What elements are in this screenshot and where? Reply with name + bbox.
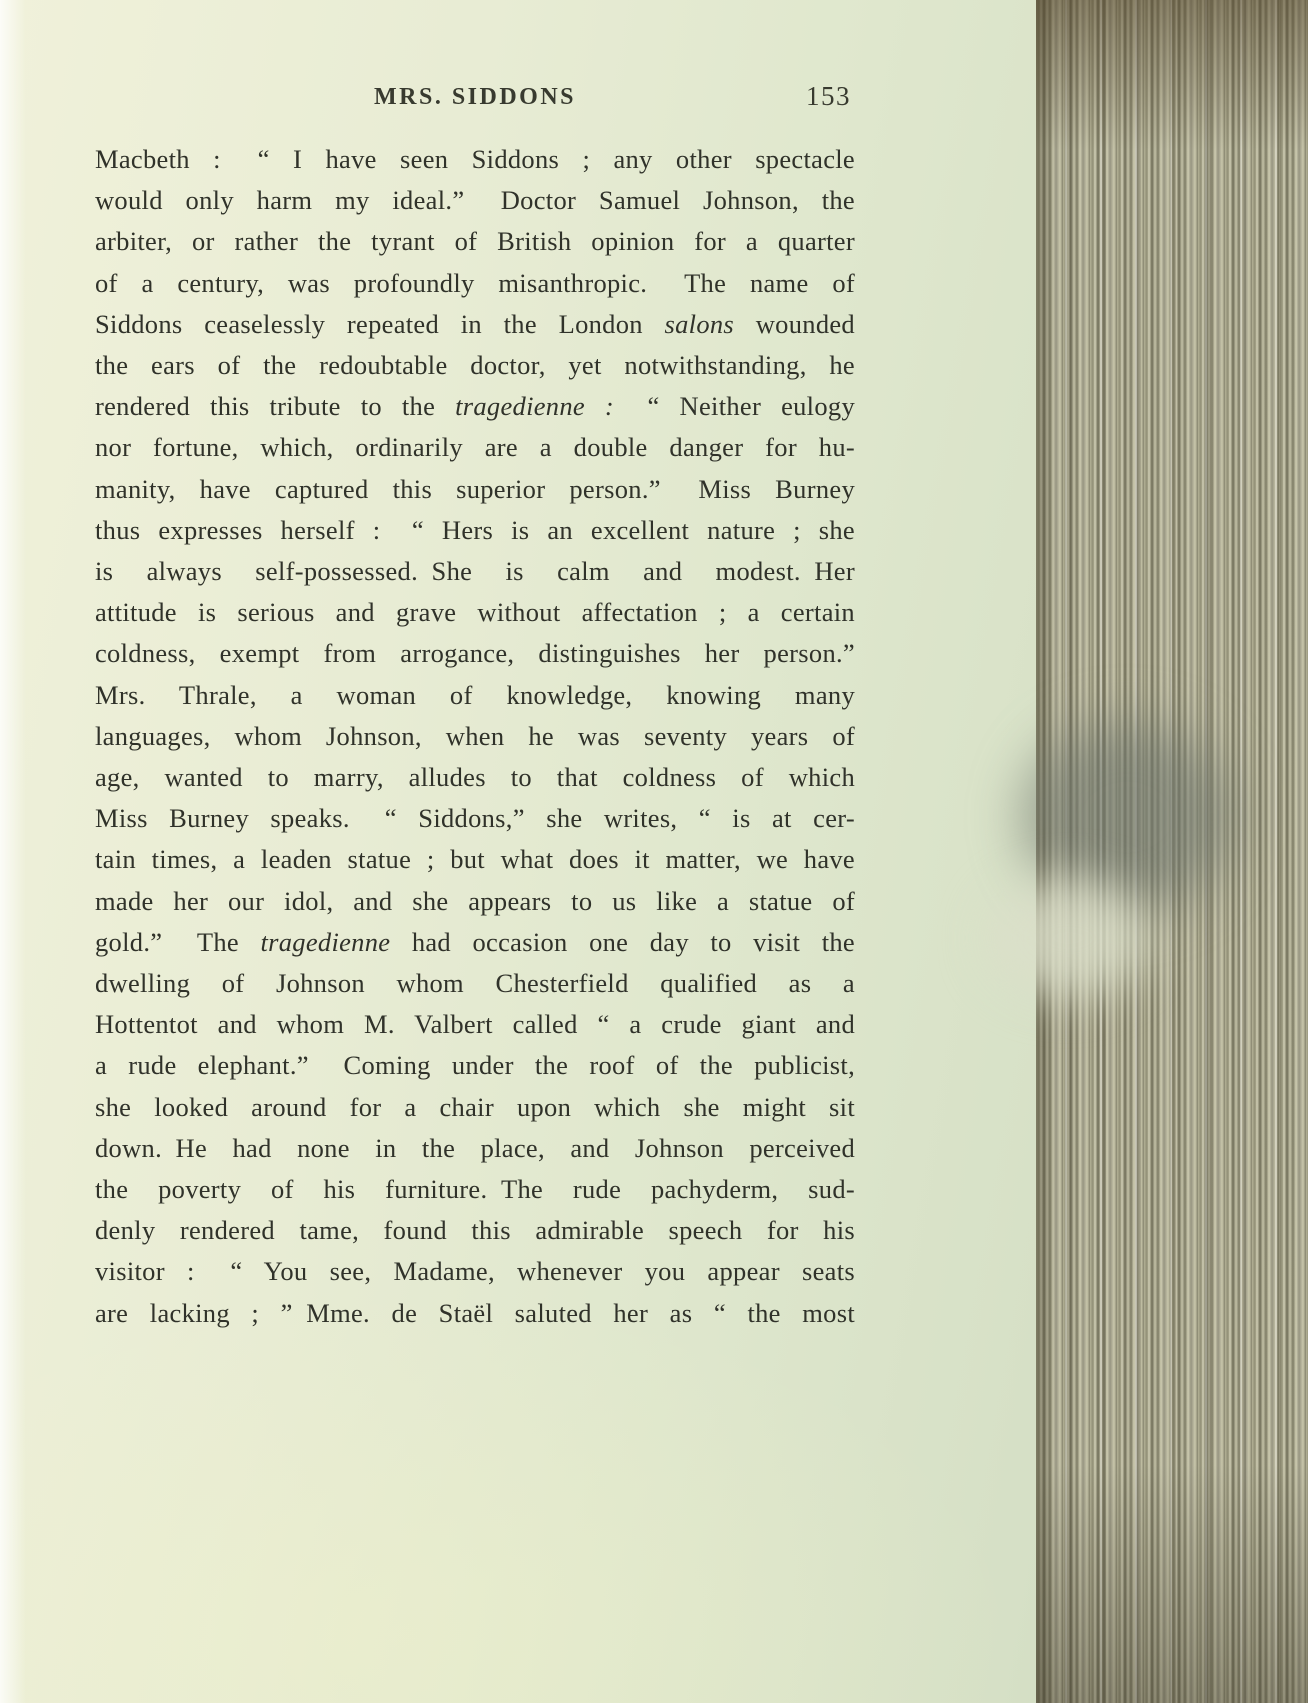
- text-line: [95, 1169, 855, 1210]
- text-line: [95, 469, 855, 510]
- text-line: [95, 1128, 855, 1169]
- text-segment: visitor : “ You see, Madame, whenever you appear seats: [95, 1256, 855, 1287]
- text-segment: attitude is serious and grave without affectation ; a certain: [95, 597, 855, 628]
- text-segment: a rude elephant.” Coming under the roof of the publicist,: [95, 1050, 855, 1081]
- text-segment: are lacking ; ” Mme. de Staël saluted her as “ the most: [95, 1297, 855, 1328]
- text-line: [95, 1004, 855, 1045]
- text-line: [95, 1251, 855, 1292]
- italic-text-segment: salons: [664, 308, 735, 339]
- text-line: [95, 1087, 855, 1128]
- text-segment: rendered this tribute to the: [95, 391, 456, 422]
- text-segment: Macbeth : “ I have seen Siddons ; any other spectacle: [95, 144, 855, 174]
- text-line: [95, 510, 855, 551]
- text-line: [95, 633, 855, 674]
- text-segment: of a century, was profoundly misanthropic. The name of: [95, 267, 855, 298]
- text-line: [95, 963, 855, 1004]
- text-line: [95, 757, 855, 798]
- text-segment: dwelling of Johnson whom Chesterfield qualified as a: [95, 968, 855, 999]
- text-line: [95, 1045, 855, 1086]
- text-segment: had occasion one day to visit the: [390, 926, 855, 957]
- text-segment: would only harm my ideal.” Doctor Samuel Johnson, the: [95, 185, 855, 216]
- text-line: [95, 1293, 855, 1334]
- text-line: [95, 386, 855, 427]
- text-segment: Mrs. Thrale, a woman of knowledge, knowing many: [95, 679, 855, 710]
- text-segment: Hottentot and whom M. Valbert called “ a crude giant and: [95, 1009, 855, 1040]
- scan-smudge-light: [986, 878, 1151, 998]
- running-title: MRS. SIDDONS: [373, 84, 577, 110]
- text-line: [95, 675, 855, 716]
- text-segment: Miss Burney speaks. “ Siddons,” she writes, “ is at cer-: [95, 803, 855, 834]
- text-line: [95, 922, 855, 963]
- text-segment: languages, whom Johnson, when he was seventy years of: [95, 720, 855, 751]
- text-segment: the poverty of his furniture. The rude pachyderm, sud-: [95, 1174, 855, 1205]
- text-segment: arbiter, or rather the tyrant of British opinion for a quarter: [95, 226, 855, 257]
- text-segment: nor fortune, which, ordinarily are a double danger for hu-: [95, 432, 855, 463]
- text-line: [95, 427, 855, 468]
- text-segment: she looked around for a chair upon which she might sit: [95, 1091, 855, 1122]
- text-segment: made her our idol, and she appears to us like a statue of: [95, 885, 855, 916]
- text-segment: down. He had none in the place, and Johnson perceived: [95, 1132, 855, 1163]
- text-line: [95, 551, 855, 592]
- text-segment: denly rendered tame, found this admirable speech for his: [95, 1215, 855, 1246]
- text-line: [95, 180, 855, 221]
- text-segment: Siddons ceaselessly repeated in the London: [95, 308, 665, 339]
- text-segment: wounded: [734, 308, 855, 339]
- text-line: [95, 798, 855, 839]
- text-segment: age, wanted to marry, alludes to that coldness of which: [95, 762, 855, 793]
- text-segment: tain times, a leaden statue ; but what does it matter, we have: [95, 844, 855, 875]
- text-line: [95, 716, 855, 757]
- text-line: [95, 263, 855, 304]
- text-segment: is always self-possessed. She is calm and modest. Her: [95, 556, 855, 587]
- text-line: [95, 881, 855, 922]
- page-header: [95, 81, 855, 126]
- text-line: [95, 592, 855, 633]
- text-line: [95, 839, 855, 880]
- text-segment: gold.” The: [95, 926, 261, 957]
- text-segment: thus expresses herself : “ Hers is an excellent nature ; she: [95, 514, 855, 545]
- text-segment: “ Neither eulogy: [614, 391, 855, 422]
- text-line: [95, 139, 855, 180]
- text-line: [95, 304, 855, 345]
- text-segment: manity, have captured this superior person.” Miss Burney: [95, 473, 855, 504]
- italic-text-segment: tragedienne :: [455, 391, 615, 422]
- page-number: 153: [806, 81, 851, 111]
- italic-text-segment: tragedienne: [260, 926, 391, 957]
- text-segment: the ears of the redoubtable doctor, yet notwithstanding, he: [95, 350, 855, 381]
- body-text: [95, 139, 855, 1334]
- text-segment: coldness, exempt from arrogance, distinguishes her person.”: [95, 638, 855, 669]
- text-line: [95, 1210, 855, 1251]
- text-line: [95, 221, 855, 262]
- text-line: [95, 345, 855, 386]
